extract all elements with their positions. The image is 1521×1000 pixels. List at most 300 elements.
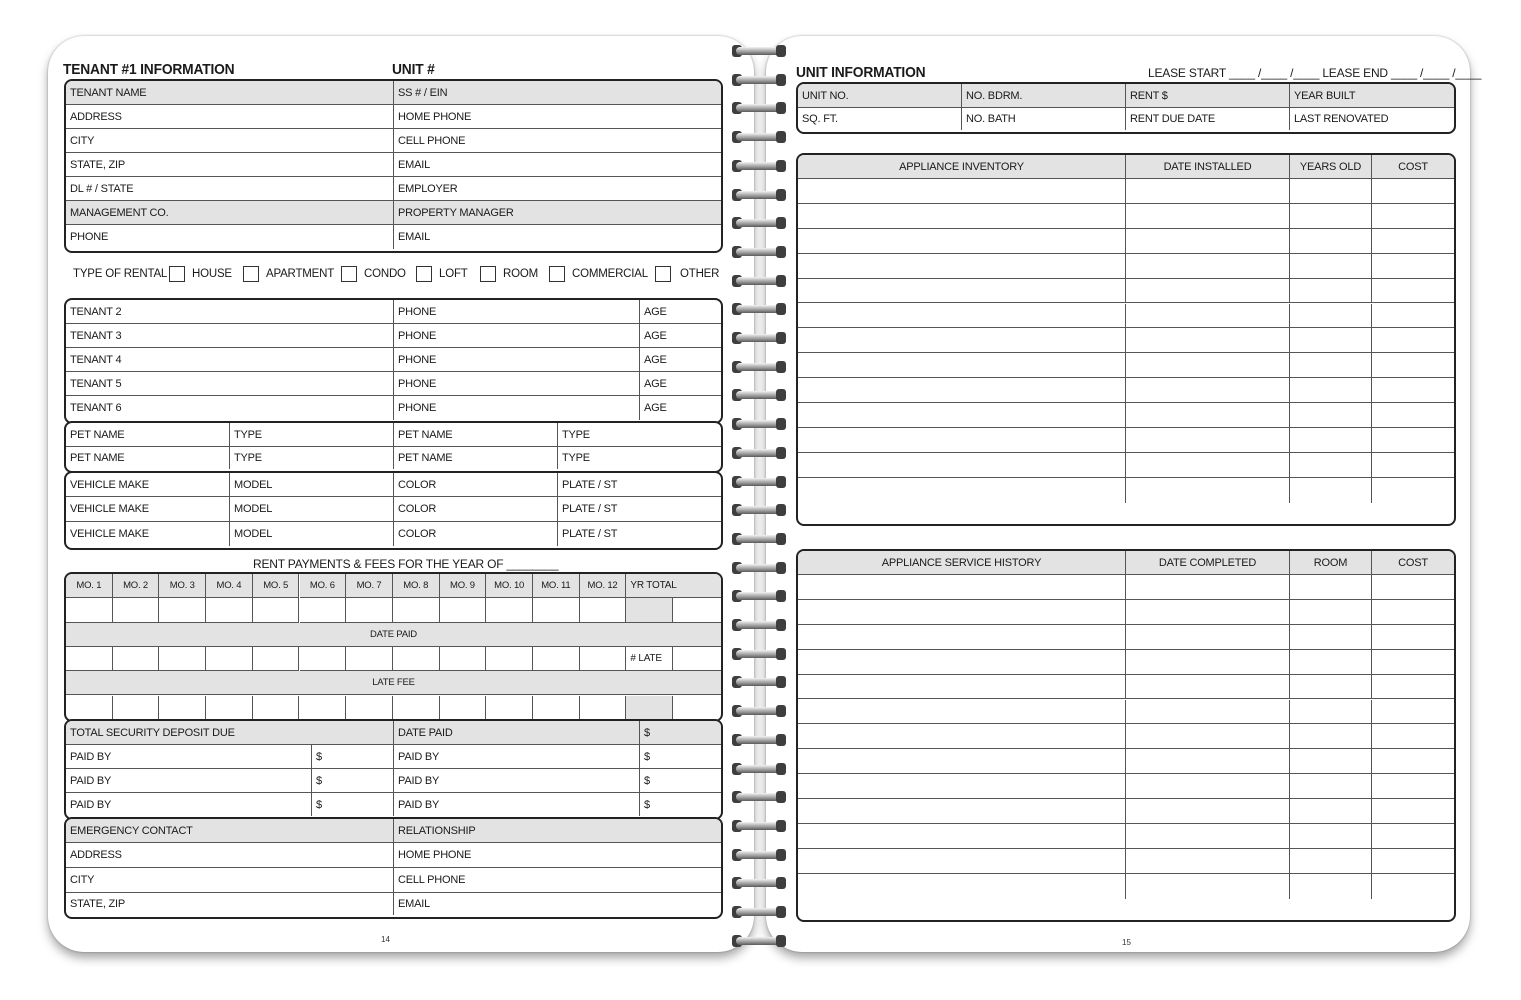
- payment-cell[interactable]: [533, 598, 580, 622]
- table-cell[interactable]: [1372, 799, 1454, 824]
- table-cell[interactable]: [798, 204, 1126, 229]
- paid-by-field[interactable]: PAID BY: [66, 745, 312, 769]
- payment-cell[interactable]: [253, 647, 300, 671]
- rental-option-label: ROOM: [503, 268, 538, 280]
- emergency-contact-table: [64, 817, 723, 919]
- vehicle-make-field[interactable]: VEHICLE MAKE: [66, 522, 230, 546]
- tenant-phone-field[interactable]: PHONE: [394, 396, 640, 420]
- month-header: MO. 2: [113, 574, 160, 598]
- room-checkbox[interactable]: [480, 266, 496, 282]
- payment-cell[interactable]: [440, 696, 487, 720]
- spiral-ring: [728, 216, 788, 230]
- unit-field-label[interactable]: UNIT NO.: [798, 84, 962, 108]
- table-cell[interactable]: [1372, 403, 1454, 428]
- payment-cell[interactable]: [580, 647, 627, 671]
- table-cell[interactable]: [1372, 378, 1454, 403]
- paid-amount-field[interactable]: $: [644, 798, 650, 811]
- table-cell[interactable]: [1126, 625, 1290, 650]
- table-cell[interactable]: [798, 353, 1126, 378]
- table-cell[interactable]: [1126, 428, 1290, 453]
- table-cell[interactable]: [1372, 650, 1454, 675]
- vehicle-plate-field[interactable]: PLATE / ST: [558, 473, 721, 497]
- tenant-name-field[interactable]: TENANT 3: [66, 324, 394, 348]
- table-cell[interactable]: [798, 453, 1126, 478]
- table-cell[interactable]: [798, 279, 1126, 304]
- table-cell[interactable]: [1290, 650, 1372, 675]
- payment-cell[interactable]: [253, 598, 300, 622]
- payment-cell[interactable]: [580, 696, 627, 720]
- date-installed-header: DATE INSTALLED: [1126, 155, 1290, 179]
- vehicle-color-field[interactable]: COLOR: [394, 497, 558, 522]
- spiral-ring: [728, 561, 788, 575]
- table-cell[interactable]: [798, 478, 1126, 503]
- table-cell[interactable]: [1372, 304, 1454, 329]
- emergency-field-label[interactable]: ADDRESS: [66, 843, 394, 868]
- payment-cell[interactable]: [346, 598, 393, 622]
- unit-field-label[interactable]: RENT DUE DATE: [1126, 108, 1290, 130]
- tenant-phone-field[interactable]: PHONE: [394, 348, 640, 372]
- spiral-ring: [728, 647, 788, 661]
- table-cell[interactable]: [798, 675, 1126, 700]
- emergency-field-label[interactable]: CITY: [66, 868, 394, 893]
- table-cell[interactable]: [1372, 575, 1454, 600]
- payment-cell[interactable]: [66, 598, 113, 622]
- tenant-field-label[interactable]: DL # / STATE: [66, 177, 394, 201]
- table-cell[interactable]: [1290, 824, 1372, 849]
- spiral-ring: [728, 274, 788, 288]
- spiral-ring: [728, 101, 788, 115]
- table-cell[interactable]: [798, 749, 1126, 774]
- spiral-ring: [728, 733, 788, 747]
- pet-type-field[interactable]: TYPE: [558, 423, 721, 447]
- table-cell[interactable]: [1126, 675, 1290, 700]
- table-cell[interactable]: [1372, 478, 1454, 503]
- vehicle-model-field[interactable]: MODEL: [230, 473, 394, 497]
- table-cell[interactable]: [1372, 700, 1454, 725]
- late-fee-label: LATE FEE: [66, 671, 721, 695]
- tenant-field-label[interactable]: EMAIL: [398, 231, 431, 243]
- month-header: MO. 4: [206, 574, 253, 598]
- table-cell[interactable]: [1126, 204, 1290, 229]
- table-cell[interactable]: [798, 874, 1126, 899]
- pet-type-field[interactable]: TYPE: [562, 452, 590, 464]
- tenant-name-field[interactable]: TENANT 6: [66, 396, 394, 420]
- spiral-ring: [728, 618, 788, 632]
- table-cell[interactable]: [1372, 428, 1454, 453]
- payment-cell[interactable]: [346, 696, 393, 720]
- table-cell[interactable]: [1126, 724, 1290, 749]
- table-cell[interactable]: [798, 799, 1126, 824]
- cost-header: COST: [1372, 155, 1454, 179]
- table-cell[interactable]: [1372, 453, 1454, 478]
- payment-cell[interactable]: [159, 696, 206, 720]
- house-checkbox[interactable]: [169, 266, 185, 282]
- payment-cell[interactable]: [300, 696, 347, 720]
- unit-field-label[interactable]: RENT $: [1126, 84, 1290, 108]
- unit-number-title: UNIT #: [392, 61, 435, 78]
- month-header: MO. 9: [440, 574, 487, 598]
- tenant-phone-field[interactable]: PHONE: [394, 300, 640, 324]
- tenant-field-label[interactable]: PHONE: [66, 225, 394, 249]
- appliance-service-table: [796, 549, 1456, 922]
- tenant-field-label[interactable]: PROPERTY MANAGER: [394, 201, 721, 225]
- years-old-header: YEARS OLD: [1290, 155, 1372, 179]
- tenant-field-label[interactable]: CELL PHONE: [394, 129, 721, 153]
- pet-name-field[interactable]: PET NAME: [394, 447, 558, 469]
- date-completed-header: DATE COMPLETED: [1126, 551, 1290, 575]
- table-cell[interactable]: [1372, 724, 1454, 749]
- deposit-amount-field[interactable]: $: [640, 721, 721, 745]
- table-cell[interactable]: [1290, 304, 1372, 329]
- pet-name-field[interactable]: PET NAME: [394, 423, 558, 447]
- month-header: MO. 5: [253, 574, 300, 598]
- table-cell[interactable]: [1290, 874, 1372, 899]
- unit-field-label[interactable]: YEAR BUILT: [1290, 84, 1454, 108]
- table-cell[interactable]: [1290, 724, 1372, 749]
- pet-name-field[interactable]: PET NAME: [66, 447, 230, 469]
- vehicle-make-field[interactable]: VEHICLE MAKE: [66, 473, 230, 497]
- loft-checkbox[interactable]: [416, 266, 432, 282]
- tenant-field-label[interactable]: CITY: [66, 129, 394, 153]
- table-cell[interactable]: [1290, 625, 1372, 650]
- table-cell[interactable]: [1126, 179, 1290, 204]
- paid-by-field[interactable]: PAID BY: [66, 793, 312, 816]
- payment-cell[interactable]: [393, 647, 440, 671]
- spiral-ring: [728, 159, 788, 173]
- spiral-ring: [728, 446, 788, 460]
- payment-cell[interactable]: [533, 696, 580, 720]
- unit-field-label[interactable]: NO. BDRM.: [962, 84, 1126, 108]
- table-cell[interactable]: [1126, 453, 1290, 478]
- paid-by-field[interactable]: PAID BY: [66, 769, 312, 793]
- spiral-ring: [728, 532, 788, 546]
- table-cell[interactable]: [1126, 378, 1290, 403]
- table-cell[interactable]: [1290, 229, 1372, 254]
- payment-cell[interactable]: [533, 647, 580, 671]
- other-checkbox[interactable]: [655, 266, 671, 282]
- pet-type-field[interactable]: TYPE: [230, 447, 394, 469]
- paid-amount-field[interactable]: $: [312, 769, 394, 793]
- condo-checkbox[interactable]: [341, 266, 357, 282]
- deposit-due-field[interactable]: TOTAL SECURITY DEPOSIT DUE: [66, 721, 394, 745]
- table-cell[interactable]: [1126, 328, 1290, 353]
- table-cell[interactable]: [1126, 700, 1290, 725]
- table-cell[interactable]: [1290, 428, 1372, 453]
- table-cell[interactable]: [798, 650, 1126, 675]
- table-cell[interactable]: [1290, 675, 1372, 700]
- paid-amount-field[interactable]: $: [640, 769, 721, 793]
- table-cell[interactable]: [1372, 204, 1454, 229]
- vehicle-make-field[interactable]: VEHICLE MAKE: [66, 497, 230, 522]
- table-cell[interactable]: [1126, 279, 1290, 304]
- payment-cell[interactable]: [393, 696, 440, 720]
- table-cell[interactable]: [1290, 179, 1372, 204]
- rental-option-label: OTHER: [680, 268, 720, 280]
- rental-option-label: LOFT: [439, 268, 468, 280]
- unit-field-label[interactable]: SQ. FT.: [798, 108, 962, 130]
- table-cell[interactable]: [1290, 799, 1372, 824]
- table-cell[interactable]: [1290, 849, 1372, 874]
- spiral-ring: [728, 44, 788, 58]
- table-cell[interactable]: [798, 849, 1126, 874]
- paid-by-field[interactable]: PAID BY: [394, 769, 640, 793]
- tenant-field-label[interactable]: ADDRESS: [66, 105, 394, 129]
- payment-cell[interactable]: [159, 598, 206, 622]
- month-header: MO. 1: [66, 574, 113, 598]
- spiral-ring: [728, 762, 788, 776]
- payment-cell[interactable]: [300, 598, 347, 622]
- vehicle-plate-field[interactable]: PLATE / ST: [562, 528, 618, 540]
- table-cell[interactable]: [1126, 403, 1290, 428]
- tenant-field-label[interactable]: MANAGEMENT CO.: [66, 201, 394, 225]
- page-number: 14: [381, 935, 390, 944]
- spiral-ring: [728, 790, 788, 804]
- spiral-ring: [728, 905, 788, 919]
- table-cell[interactable]: [1126, 774, 1290, 799]
- table-cell[interactable]: [1126, 304, 1290, 329]
- payment-cell[interactable]: [440, 647, 487, 671]
- page-number: 15: [1122, 938, 1131, 947]
- tenant-age-field[interactable]: AGE: [640, 324, 721, 348]
- unit-field-label[interactable]: NO. BATH: [962, 108, 1126, 130]
- table-cell[interactable]: [1126, 575, 1290, 600]
- spiral-ring: [728, 188, 788, 202]
- table-cell[interactable]: [1126, 799, 1290, 824]
- lease-dates: LEASE START ____ /____ /____ LEASE END ____ /____ /____: [1148, 66, 1482, 80]
- month-header: MO. 11: [533, 574, 580, 598]
- spiral-ring: [728, 934, 788, 948]
- table-cell[interactable]: [1290, 403, 1372, 428]
- paid-by-field[interactable]: PAID BY: [394, 793, 640, 816]
- table-cell[interactable]: [798, 229, 1126, 254]
- appliance-service-header: APPLIANCE SERVICE HISTORY: [798, 551, 1126, 575]
- rental-option-label: HOUSE: [192, 268, 232, 280]
- tenant-field-label[interactable]: STATE, ZIP: [66, 153, 394, 177]
- table-cell[interactable]: [798, 700, 1126, 725]
- spiral-ring: [728, 819, 788, 833]
- rental-type-label: TYPE OF RENTAL: [73, 268, 168, 280]
- tenant-phone-field[interactable]: PHONE: [394, 372, 640, 396]
- table-cell[interactable]: [1372, 179, 1454, 204]
- table-cell[interactable]: [1372, 675, 1454, 700]
- tenant-field-label[interactable]: SS # / EIN: [394, 81, 721, 105]
- appliance-inventory-header: APPLIANCE INVENTORY: [798, 155, 1126, 179]
- tenant-section-title: TENANT #1 INFORMATION: [63, 61, 235, 78]
- table-cell[interactable]: [1126, 650, 1290, 675]
- table-cell[interactable]: [1126, 478, 1290, 503]
- late-count-label: # LATE: [626, 647, 673, 671]
- paid-amount-field[interactable]: $: [312, 793, 394, 816]
- table-cell[interactable]: [1126, 824, 1290, 849]
- unit-field-label[interactable]: LAST RENOVATED: [1294, 113, 1389, 125]
- tenant-age-field[interactable]: AGE: [640, 348, 721, 372]
- blank-cell: [673, 696, 721, 720]
- emergency-field-label[interactable]: RELATIONSHIP: [394, 819, 721, 843]
- table-cell[interactable]: [1290, 453, 1372, 478]
- spiral-ring: [728, 130, 788, 144]
- table-cell[interactable]: [798, 254, 1126, 279]
- unit-info-table: [796, 82, 1456, 134]
- deposit-date-paid-field[interactable]: DATE PAID: [394, 721, 640, 745]
- table-cell[interactable]: [798, 378, 1126, 403]
- tenant-field-label[interactable]: EMPLOYER: [394, 177, 721, 201]
- payment-cell[interactable]: [393, 598, 440, 622]
- table-cell[interactable]: [798, 824, 1126, 849]
- table-cell[interactable]: [1126, 229, 1290, 254]
- table-cell[interactable]: [1290, 204, 1372, 229]
- spiral-ring: [728, 876, 788, 890]
- paid-amount-field[interactable]: $: [312, 745, 394, 769]
- emergency-field-label[interactable]: CELL PHONE: [394, 868, 721, 893]
- payment-cell[interactable]: [206, 598, 253, 622]
- table-cell[interactable]: [1290, 600, 1372, 625]
- paid-by-field[interactable]: PAID BY: [394, 745, 640, 769]
- table-cell[interactable]: [1372, 600, 1454, 625]
- vehicles-table: [64, 471, 723, 550]
- table-cell[interactable]: [1372, 625, 1454, 650]
- payment-cell[interactable]: [159, 647, 206, 671]
- date-paid-label: DATE PAID: [66, 623, 721, 647]
- table-cell[interactable]: [1372, 824, 1454, 849]
- rental-option-label: CONDO: [364, 268, 406, 280]
- tenant-field-label[interactable]: TENANT NAME: [66, 81, 394, 105]
- commercial-checkbox[interactable]: [549, 266, 565, 282]
- table-cell[interactable]: [1290, 774, 1372, 799]
- pet-type-field[interactable]: TYPE: [230, 423, 394, 447]
- year-total-cell[interactable]: [626, 696, 673, 720]
- tenant-age-field[interactable]: AGE: [640, 300, 721, 324]
- emergency-field-label[interactable]: HOME PHONE: [394, 843, 721, 868]
- emergency-field-label[interactable]: EMAIL: [398, 898, 431, 910]
- payment-cell[interactable]: [486, 647, 533, 671]
- table-cell[interactable]: [1372, 254, 1454, 279]
- month-header: MO. 10: [486, 574, 533, 598]
- paid-amount-field[interactable]: $: [640, 745, 721, 769]
- table-cell[interactable]: [1126, 353, 1290, 378]
- table-cell[interactable]: [1372, 279, 1454, 304]
- tenant-name-field[interactable]: TENANT 5: [66, 372, 394, 396]
- table-cell[interactable]: [798, 600, 1126, 625]
- table-cell[interactable]: [1126, 749, 1290, 774]
- tenant-age-field[interactable]: AGE: [644, 402, 667, 414]
- payment-cell[interactable]: [113, 647, 160, 671]
- table-cell[interactable]: [798, 304, 1126, 329]
- table-cell[interactable]: [798, 724, 1126, 749]
- payment-cell[interactable]: [113, 696, 160, 720]
- appliance-inventory-table: [796, 153, 1456, 526]
- table-cell[interactable]: [798, 428, 1126, 453]
- payment-cell[interactable]: [113, 598, 160, 622]
- payment-cell[interactable]: [486, 696, 533, 720]
- table-cell[interactable]: [1372, 774, 1454, 799]
- table-cell[interactable]: [1126, 600, 1290, 625]
- spiral-ring: [728, 302, 788, 316]
- table-cell[interactable]: [798, 328, 1126, 353]
- table-cell[interactable]: [1290, 749, 1372, 774]
- table-cell[interactable]: [798, 774, 1126, 799]
- apartment-checkbox[interactable]: [243, 266, 259, 282]
- table-cell[interactable]: [1372, 749, 1454, 774]
- table-cell[interactable]: [1290, 353, 1372, 378]
- other-tenants-table: [64, 298, 723, 424]
- tenant-name-field[interactable]: TENANT 2: [66, 300, 394, 324]
- table-cell[interactable]: [1372, 874, 1454, 899]
- table-cell[interactable]: [1290, 478, 1372, 503]
- emergency-field-label[interactable]: EMERGENCY CONTACT: [66, 819, 394, 843]
- table-cell[interactable]: [1290, 575, 1372, 600]
- payment-cell[interactable]: [486, 598, 533, 622]
- security-deposit-table: [64, 719, 723, 820]
- table-cell[interactable]: [1126, 254, 1290, 279]
- unit-info-title: UNIT INFORMATION: [796, 64, 926, 81]
- payment-cell[interactable]: [346, 647, 393, 671]
- blank-cell: [673, 598, 721, 622]
- table-cell[interactable]: [1372, 229, 1454, 254]
- spiral-ring: [728, 848, 788, 862]
- payment-cell[interactable]: [206, 647, 253, 671]
- tenant-field-label[interactable]: EMAIL: [394, 153, 721, 177]
- vehicle-model-field[interactable]: MODEL: [230, 497, 394, 522]
- spiral-ring: [728, 475, 788, 489]
- payment-cell[interactable]: [440, 598, 487, 622]
- table-cell[interactable]: [798, 403, 1126, 428]
- table-cell[interactable]: [1372, 328, 1454, 353]
- payment-cell[interactable]: [580, 598, 627, 622]
- tenant-info-table: [64, 79, 723, 253]
- cost-header: COST: [1372, 551, 1454, 575]
- yr-total-header: YR TOTAL: [626, 574, 721, 598]
- tenant-field-label[interactable]: HOME PHONE: [394, 105, 721, 129]
- table-cell[interactable]: [1290, 700, 1372, 725]
- pet-name-field[interactable]: PET NAME: [66, 423, 230, 447]
- table-cell[interactable]: [798, 179, 1126, 204]
- rent-payments-title: RENT PAYMENTS & FEES FOR THE YEAR OF ________: [253, 557, 559, 571]
- tenant-age-field[interactable]: AGE: [640, 372, 721, 396]
- spiral-ring: [728, 73, 788, 87]
- payment-cell[interactable]: [206, 696, 253, 720]
- payment-cell[interactable]: [253, 696, 300, 720]
- table-cell[interactable]: [798, 625, 1126, 650]
- table-cell[interactable]: [1126, 849, 1290, 874]
- table-cell[interactable]: [1290, 328, 1372, 353]
- room-header: ROOM: [1290, 551, 1372, 575]
- vehicle-color-field[interactable]: COLOR: [394, 522, 558, 546]
- month-header: MO. 12: [580, 574, 627, 598]
- vehicle-color-field[interactable]: COLOR: [394, 473, 558, 497]
- payment-cell[interactable]: [300, 647, 347, 671]
- table-cell[interactable]: [1290, 378, 1372, 403]
- vehicle-plate-field[interactable]: PLATE / ST: [558, 497, 721, 522]
- table-cell[interactable]: [1372, 353, 1454, 378]
- emergency-field-label[interactable]: STATE, ZIP: [66, 893, 394, 915]
- table-cell[interactable]: [1290, 254, 1372, 279]
- table-cell[interactable]: [1372, 849, 1454, 874]
- table-cell[interactable]: [798, 575, 1126, 600]
- tenant-name-field[interactable]: TENANT 4: [66, 348, 394, 372]
- rental-option-label: APARTMENT: [266, 268, 335, 280]
- table-cell[interactable]: [1290, 279, 1372, 304]
- payment-cell[interactable]: [66, 696, 113, 720]
- year-total-cell[interactable]: [626, 598, 673, 622]
- rental-option-label: COMMERCIAL: [572, 268, 648, 280]
- pets-table: [64, 421, 723, 473]
- table-cell[interactable]: [1126, 874, 1290, 899]
- vehicle-model-field[interactable]: MODEL: [230, 522, 394, 546]
- month-header: MO. 7: [346, 574, 393, 598]
- tenant-phone-field[interactable]: PHONE: [394, 324, 640, 348]
- spiral-ring: [728, 417, 788, 431]
- payment-cell[interactable]: [66, 647, 113, 671]
